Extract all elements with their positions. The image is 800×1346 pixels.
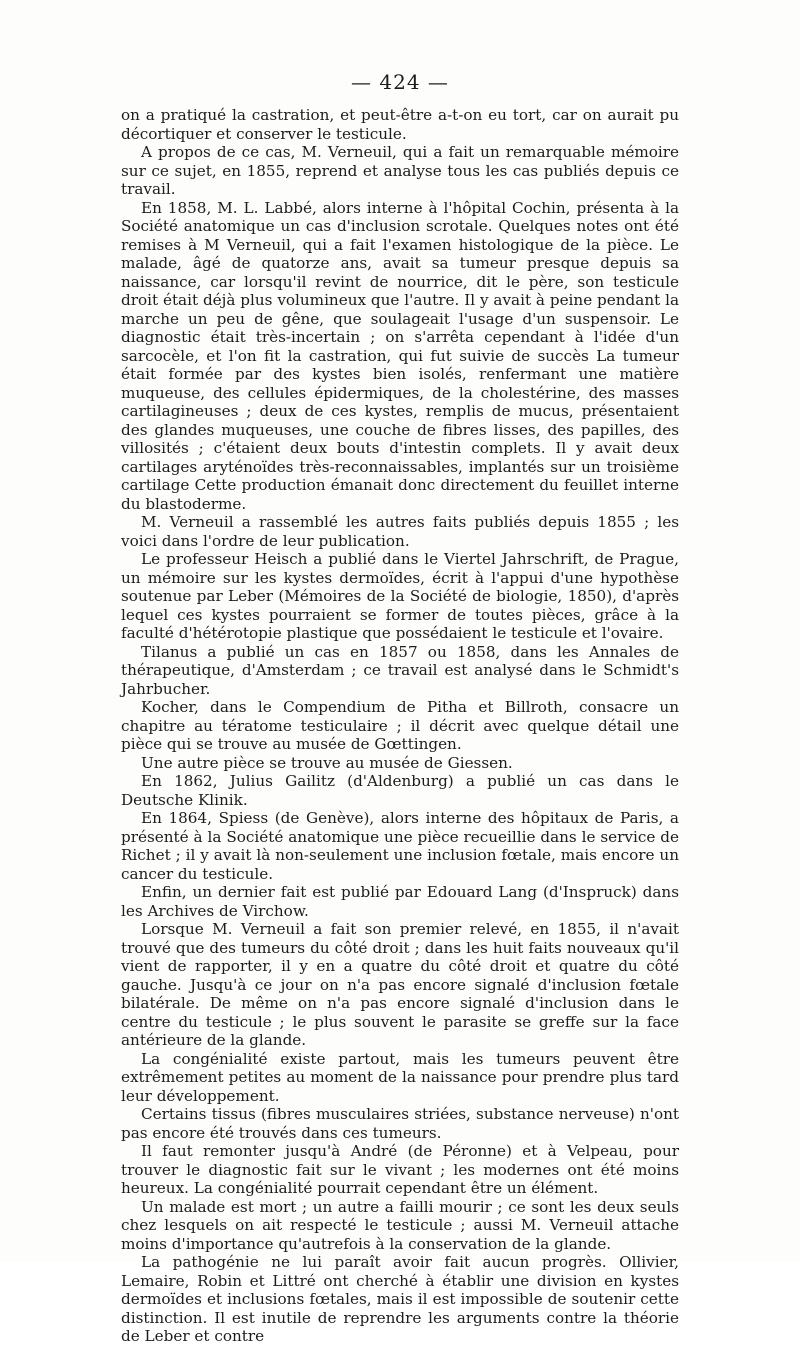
- paragraph-4: M. Verneuil a rassemblé les autres faits publiés depuis 1855 ; les voici dans l'ordre de leur publication.: [121, 513, 679, 550]
- paragraph-5: Le professeur Heisch a publié dans le Viertel Jahrschrift, de Prague, un mémoire sur les kystes dermoïdes, écrit à l'appui d'une hypothèse soutenue par Leber (Mémoires de la Société de biologie, 1850), d'après lequel ces kystes pourraient se former de toutes pièces, grâce à la faculté d'hétérotopie plastique que possédaient le testicule et l'ovaire.: [121, 550, 679, 642]
- paragraph-17: La pathogénie ne lui paraît avoir fait aucun progrès. Ollivier, Lemaire, Robin et Littré ont cherché à établir une division en kystes dermoïdes et inclusions fœtales, mais il est impossible de soutenir cette distinction. Il est inutile de reprendre les arguments contre la théorie de Leber et contre: [121, 1253, 679, 1345]
- body-text: [121, 106, 679, 1346]
- page-number: — 424 —: [351, 70, 449, 94]
- paragraph-1: on a pratiqué la castration, et peut-être a-t-on eu tort, car on aurait pu décortiquer et conserver le testicule.: [121, 106, 679, 143]
- paragraph-10: En 1864, Spiess (de Genève), alors interne des hôpitaux de Paris, a présenté à la Société anatomique une pièce recueillie dans le service de Richet ; il y avait là non-seulement une inclusion fœtale, mais encore un cancer du testicule.: [121, 809, 679, 883]
- paragraph-16: Un malade est mort ; un autre a failli mourir ; ce sont les deux seuls chez lesquels on ait respecté le testicule ; aussi M. Verneuil attache moins d'importance qu'autrefois à la conservation de la glande.: [121, 1197, 679, 1253]
- paragraph-9: En 1862, Julius Gailitz (d'Aldenburg) a publié un cas dans le Deutsche Klinik.: [121, 772, 679, 809]
- paragraph-11: Enfin, un dernier fait est publié par Edouard Lang (d'Inspruck) dans les Archives de Virchow.: [121, 883, 679, 920]
- paragraph-12: Lorsque M. Verneuil a fait son premier relevé, en 1855, il n'avait trouvé que des tumeurs du côté droit ; dans les huit faits nouveaux qu'il vient de rapporter, il y en a quatre du côté droit et quatre du côté gauche. Jusqu'à ce jour on n'a pas encore signalé d'inclusion fœtale bilatérale. De même on n'a pas encore signalé d'inclusion dans le centre du testicule ; le plus souvent le parasite se greffe sur la face antérieure de la glande.: [121, 920, 679, 1049]
- paragraph-13: La congénialité existe partout, mais les tumeurs peuvent être extrêmement petites au moment de la naissance pour prendre plus tard leur développement.: [121, 1049, 679, 1105]
- paragraph-3: En 1858, M. L. Labbé, alors interne à l'hôpital Cochin, présenta à la Société anatomique un cas d'inclusion scrotale. Quelques notes ont été remises à M Verneuil, qui a fait l'examen histologique de la pièce. Le malade, âgé de quatorze ans, avait sa tumeur presque depuis sa naissance, car lorsqu'il revint de nourrice, dit le père, son testicule droit était déjà plus volumineux que l'autre. Il y avait à peine pendant la marche un peu de gêne, que soulageait l'usage d'un suspensoir. Le diagnostic était très-incertain ; on s'arrêta cependant à l'idée d'un sarcocèle, et l'on fit la castration, qui fut suivie de succès La tumeur était formée par des kystes bien isolés, renfermant une matière muqueuse, des cellules épidermiques, de la cholestérine, des masses cartilagineuses ; deux de ces kystes, remplis de mucus, présentaient des glandes muqueuses, une couche de fibres lisses, des papilles, des villosités ; c'étaient deux bouts d'intestin complets. Il y avait deux cartilages aryténoïdes très-reconnaissables, implantés sur un troisième cartilage Cette production émanait donc directement du feuillet interne du blastoderme.: [121, 198, 679, 513]
- paragraph-14: Certains tissus (fibres musculaires striées, substance nerveuse) n'ont pas encore été trouvés dans ces tumeurs.: [121, 1105, 679, 1142]
- paragraph-8: Une autre pièce se trouve au musée de Giessen.: [141, 753, 513, 772]
- paragraph-15: Il faut remonter jusqu'à André (de Péronne) et à Velpeau, pour trouver le diagnostic fait sur le vivant ; les modernes ont été moins heureux. La congénialité pourrait cependant être un élément.: [121, 1142, 679, 1197]
- paragraph-6: Tilanus a publié un cas en 1857 ou 1858, dans les Annales de thérapeutique, d'Amsterdam ; ce travail est analysé dans le Schmidt's Jahrbucher.: [121, 642, 679, 698]
- paragraph-2: A propos de ce cas, M. Verneuil, qui a fait un remarquable mémoire sur ce sujet, en 1855, reprend et analyse tous les cas publiés depuis ce travail.: [121, 143, 679, 198]
- paragraph-7: Kocher, dans le Compendium de Pitha et Billroth, consacre un chapitre au tératome testiculaire ; il décrit avec quelque détail une pièce qui se trouve au musée de Gœttingen.: [121, 698, 679, 753]
